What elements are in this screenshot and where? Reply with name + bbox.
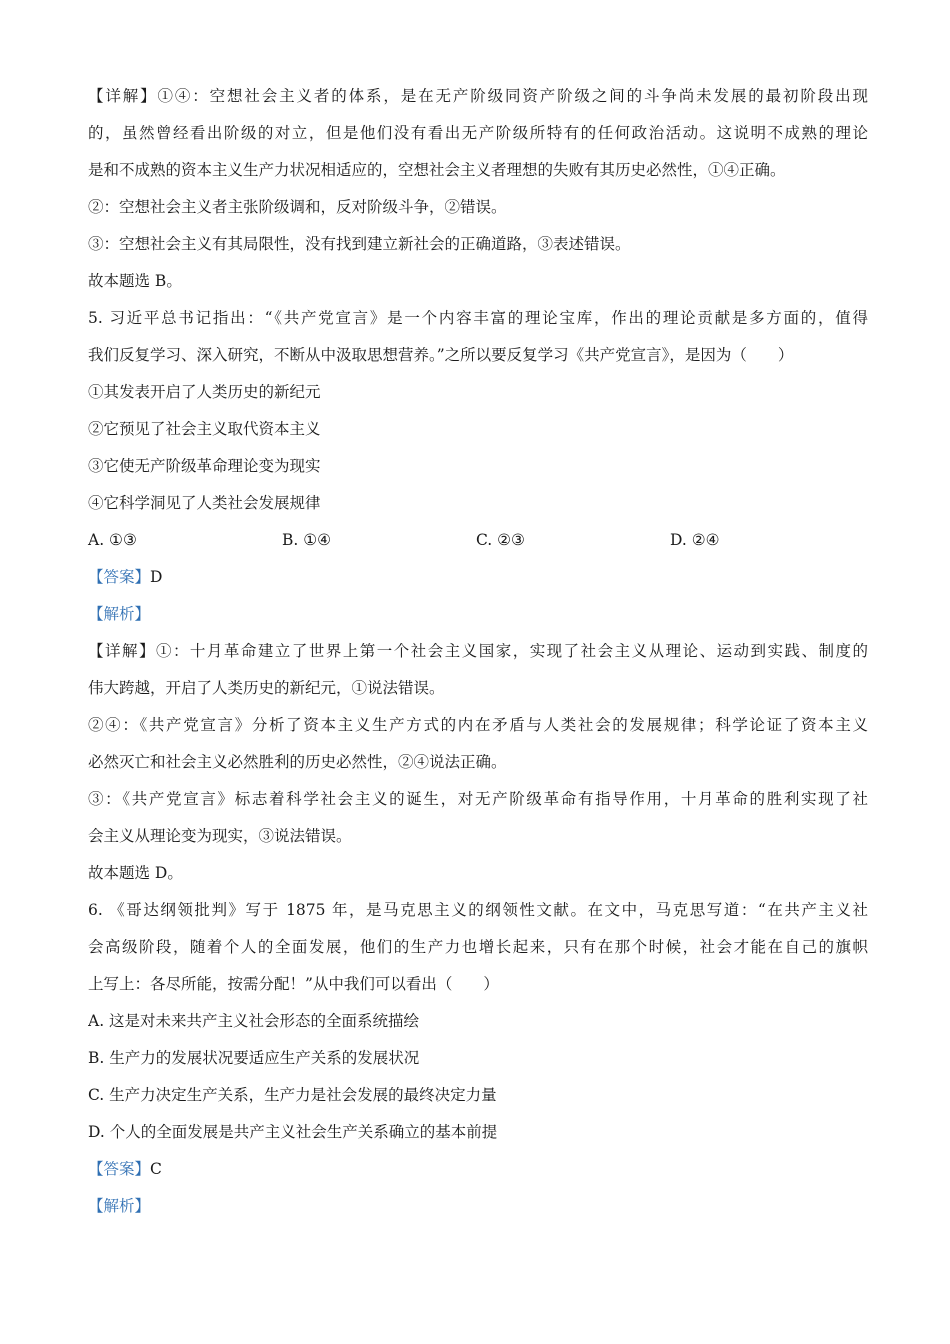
- q6-option-c: C. 生产力决定生产关系，生产力是社会发展的最终决定力量: [88, 1086, 497, 1104]
- q4-detail-line-3: 是和不成熟的资本主义生产力状况相适应的，空想社会主义者理想的失败有其历史必然性，①④正确。: [88, 161, 786, 179]
- q5-detail-line-5: ③：《共产党宣言》标志着科学社会主义的诞生，对无产阶级革命有指导作用，十月革命的胜利实现了社: [88, 790, 868, 808]
- answer-label: 【答案】: [88, 1160, 151, 1178]
- q4-detail-line-2: 的，虽然曾经看出阶级的对立，但是他们没有看出无产阶级所特有的任何政治活动。这说明不成熟的理论: [88, 124, 868, 142]
- q6-stem-line-1: 6. 《哥达纲领批判》写于 1875 年，是马克思主义的纲领性文献。在文中，马克思写道：“在共产主义社: [88, 901, 868, 919]
- q5-option-a: A. ①③: [88, 531, 137, 549]
- q5-detail-line-3: ②④：《共产党宣言》分析了资本主义生产方式的内在矛盾与人类社会的发展规律；科学论证了资本主义: [88, 716, 868, 734]
- q6-option-a: A. 这是对未来共产主义社会形态的全面系统描绘: [88, 1012, 420, 1030]
- q5-options: [88, 522, 868, 559]
- q5-detail-line-2: 伟大跨越，开启了人类历史的新纪元，①说法错误。: [88, 679, 445, 697]
- q5-item-3: ③它使无产阶级革命理论变为现实: [88, 457, 321, 475]
- q5-detail-line-1: 【详解】①：十月革命建立了世界上第一个社会主义国家，实现了社会主义从理论、运动到实践、制度的: [88, 642, 868, 660]
- detail-label: 【详解】: [88, 642, 156, 660]
- q5-stem-line-2: 我们反复学习、深入研究，不断从中汲取思想营养。”之所以要反复学习《共产党宣言》，是因为（ ）: [88, 346, 794, 364]
- q6-option-b: B. 生产力的发展状况要适应生产关系的发展状况: [88, 1049, 420, 1067]
- q6-option-d: D. 个人的全面发展是共产主义社会生产关系确立的基本前提: [88, 1123, 498, 1141]
- q4-explanation: [88, 78, 868, 300]
- q5-detail-line-4: 必然灭亡和社会主义必然胜利的历史必然性，②④说法正确。: [88, 753, 507, 771]
- q4-conclusion: 故本题选 B。: [88, 272, 182, 290]
- q5-option-d: D. ②④: [670, 531, 720, 549]
- q5-item-2: ②它预见了社会主义取代资本主义: [88, 420, 321, 438]
- answer-value: C: [150, 1160, 162, 1178]
- answer-value: D: [150, 568, 163, 586]
- document-page: [88, 78, 868, 1225]
- q5-stem-line-1: 5. 习近平总书记指出：“《共产党宣言》是一个内容丰富的理论宝库，作出的理论贡献是多方面的，值得: [88, 309, 868, 327]
- q5-option-b: B. ①④: [282, 531, 332, 549]
- q4-detail-line-5: ③：空想社会主义有其局限性，没有找到建立新社会的正确道路，③表述错误。: [88, 235, 631, 253]
- q5-answer: [88, 559, 868, 596]
- q5-detail-line-6: 会主义从理论变为现实，③说法错误。: [88, 827, 352, 845]
- q5-item-1: ①其发表开启了人类历史的新纪元: [88, 383, 321, 401]
- q4-detail-line-4: ②：空想社会主义者主张阶级调和，反对阶级斗争，②错误。: [88, 198, 507, 216]
- answer-label: 【答案】: [88, 568, 151, 586]
- q6-analysis-label: 【解析】: [88, 1197, 151, 1215]
- q6-stem-line-3: 上写上：各尽所能，按需分配！”从中我们可以看出（ ）: [88, 975, 499, 993]
- question-5: [88, 300, 868, 892]
- q4-detail-line-1: 【详解】①④：空想社会主义者的体系，是在无产阶级同资产阶级之间的斗争尚未发展的最初阶段出现: [88, 87, 868, 105]
- q5-option-c: C. ②③: [476, 531, 525, 549]
- question-6: [88, 892, 868, 1225]
- q5-item-4: ④它科学洞见了人类社会发展规律: [88, 494, 321, 512]
- detail-label: 【详解】: [88, 87, 158, 105]
- q5-analysis-label: 【解析】: [88, 605, 151, 623]
- q5-conclusion: 故本题选 D。: [88, 864, 183, 882]
- q6-stem-line-2: 会高级阶段，随着个人的全面发展，他们的生产力也增长起来，只有在那个时候，社会才能在自己的旗帜: [88, 938, 868, 956]
- q6-answer: [88, 1151, 868, 1188]
